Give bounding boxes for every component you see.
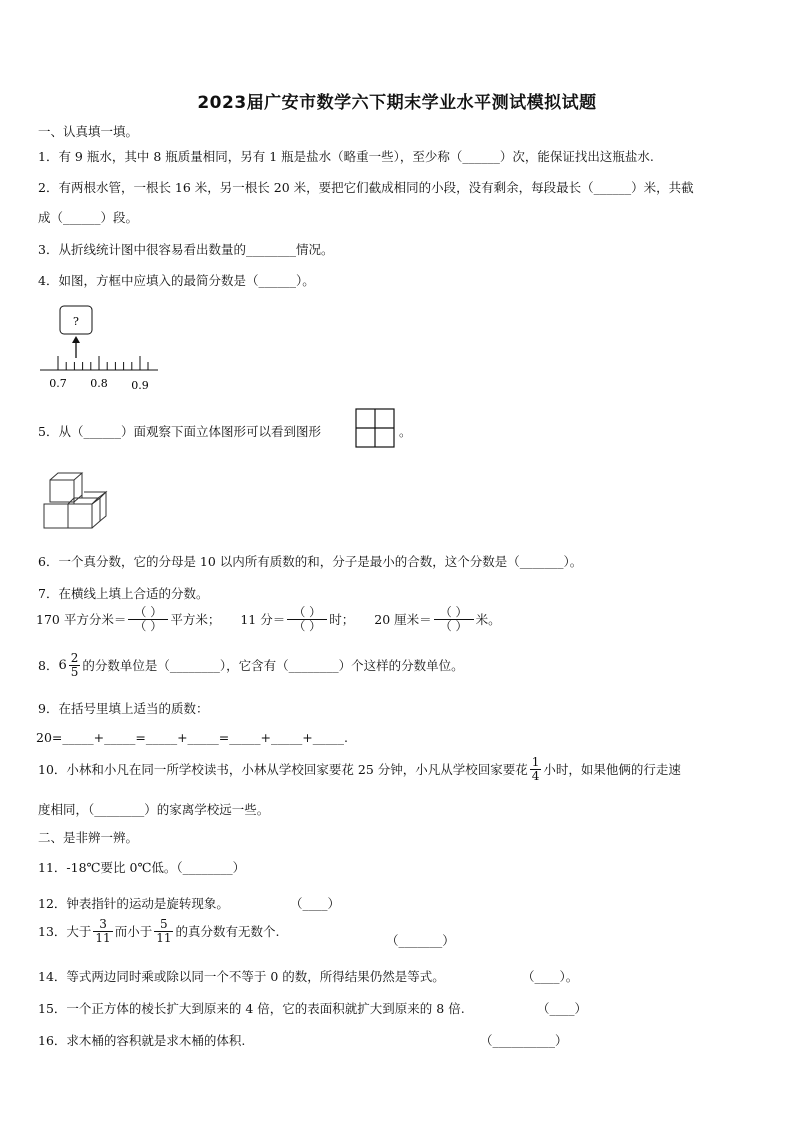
question-12: 12．钟表指针的运动是旋转现象。 — [38, 896, 229, 911]
q7-part3-pre: 20 厘米＝ — [374, 612, 432, 628]
q8-num: 2 — [70, 651, 79, 665]
cube-stack-figure — [40, 470, 112, 532]
q13-mid: 而小于 — [114, 924, 153, 940]
question-5 — [38, 422, 321, 440]
question-7: 7．在横线上填上合适的分数。 — [38, 586, 209, 601]
q7-part1-post: 平方米； — [170, 612, 221, 628]
q8-den: 5 — [70, 664, 79, 679]
question-2-line-2: 成（______）段。 — [38, 210, 139, 225]
question-10-line-2: 度相同，（________）的家离学校远一些。 — [38, 802, 270, 817]
q13-fraction-2 — [154, 918, 173, 944]
q8-post: 的分数单位是（________），它含有（________）个这样的分数单位。 — [82, 658, 464, 674]
q13-post: 的真分数有无数个. — [175, 924, 280, 940]
q7-part2-fraction — [287, 606, 327, 632]
tick-label-0-8: 0.8 — [90, 377, 108, 390]
q7-part3-fraction — [434, 606, 474, 632]
question-14: 14．等式两边同时乘或除以同一个不等于 0 的数，所得结果仍然是等式。 — [38, 969, 445, 984]
question-16-answer: （__________） — [480, 1033, 568, 1048]
q13-d2: 11 — [156, 930, 172, 945]
question-13 — [38, 918, 279, 944]
question-5-end: 。 — [399, 424, 412, 439]
tick-label-0-7: 0.7 — [49, 377, 67, 390]
arrow-head-icon — [72, 336, 80, 343]
question-5-text: 5．从（______）面观察下面立体图形可以看到图形 — [38, 424, 321, 439]
number-line-ticks — [58, 356, 148, 370]
q7-part2-post: 时； — [329, 612, 355, 628]
question-11: 11．-18℃要比 0℃低。（________） — [38, 860, 246, 875]
question-1: 1．有 9 瓶水，其中 8 瓶质量相同，另有 1 瓶是盐水（略重一些），至少称（______）次，能保证找出这瓶盐水. — [38, 149, 654, 164]
section-heading-1: 一、认真填一填。 — [38, 124, 139, 139]
q8-fraction — [69, 652, 81, 678]
q10-den: 4 — [531, 768, 540, 783]
q7-part1-den: （ ） — [134, 618, 163, 633]
q7-part1-pre: 170 平方分米＝ — [36, 612, 127, 628]
q10-pre: 10．小林和小凡在同一所学校读书，小林从学校回家要花 25 分钟，小凡从学校回家要花 — [38, 762, 528, 778]
q7-part3-post: 米。 — [475, 612, 501, 628]
question-15-answer: （____） — [537, 1001, 588, 1016]
question-9: 9．在括号里填上适当的质数： — [38, 701, 209, 716]
view-grid-figure — [355, 408, 395, 448]
q13-d1: 11 — [95, 930, 111, 945]
q13-pre: 13．大于 — [38, 924, 92, 940]
number-line-figure — [36, 300, 166, 392]
q7-part3-num: （ ） — [439, 605, 468, 619]
question-6: 6．一个真分数，它的分母是 10 以内所有质数的和，分子是最小的合数，这个分数是（_______）。 — [38, 554, 583, 569]
question-4: 4．如图，方框中应填入的最简分数是（______）。 — [38, 273, 315, 288]
question-8 — [38, 652, 464, 678]
q13-n1: 3 — [99, 917, 107, 931]
q8-pre: 8． — [38, 658, 59, 674]
question-16: 16．求木桶的容积就是求木桶的体积. — [38, 1033, 246, 1048]
q8-whole: 6 — [58, 657, 67, 673]
q7-part3-den: （ ） — [439, 618, 468, 633]
answer-box-label: ? — [73, 315, 79, 328]
question-2-line-1: 2．有两根水管，一根长 16 米，另一根长 20 米，要把它们截成相同的小段，没有剩余，每段最长（______）米，共截 — [38, 180, 694, 195]
q10-fraction — [530, 756, 542, 782]
question-15: 15．一个正方体的棱长扩大到原来的 4 倍，它的表面积就扩大到原来的 8 倍. — [38, 1001, 465, 1016]
q13-n2: 5 — [160, 917, 168, 931]
q10-post: 小时，如果他俩的行走速 — [543, 762, 681, 778]
question-13-answer: （_______） — [386, 933, 455, 948]
q7-part2-num: （ ） — [293, 605, 322, 619]
q7-part1-fraction — [128, 606, 168, 632]
question-3: 3．从折线统计图中很容易看出数量的________情况。 — [38, 242, 334, 257]
question-14-answer: （____）。 — [522, 969, 579, 984]
question-9-equation: 20=_____+_____=_____+_____=_____+_____+_____. — [36, 730, 348, 745]
question-12-answer: （____） — [290, 896, 341, 911]
question-10-line-1 — [38, 756, 681, 782]
q7-part2-den: （ ） — [293, 618, 322, 633]
page-title: 2023届广安市数学六下期末学业水平测试模拟试题 — [197, 93, 597, 113]
q13-fraction-1 — [93, 918, 112, 944]
q7-part1-num: （ ） — [134, 605, 163, 619]
tick-label-0-9: 0.9 — [131, 379, 149, 392]
q7-part2-pre: 11 分＝ — [240, 612, 286, 628]
section-heading-2: 二、是非辨一辨。 — [38, 830, 139, 845]
question-7-answers — [36, 606, 501, 632]
q10-num: 1 — [531, 755, 540, 769]
